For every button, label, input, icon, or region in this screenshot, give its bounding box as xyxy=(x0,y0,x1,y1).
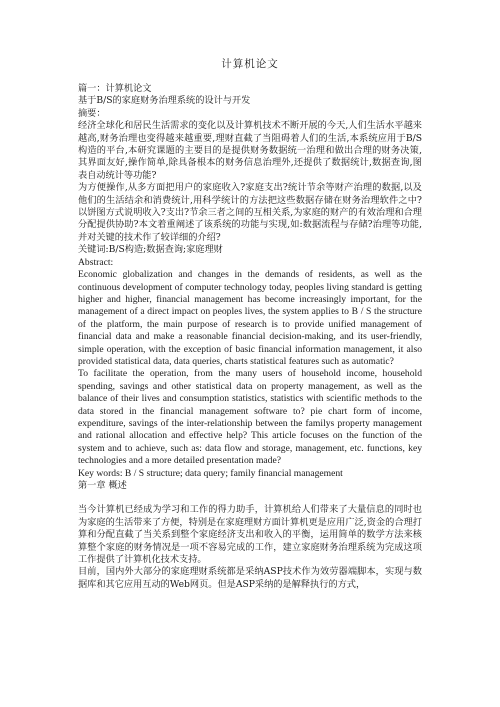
abstract-label: 摘要： xyxy=(78,107,106,119)
paragraph-gap xyxy=(78,492,422,504)
abstract-cn-paragraph-2: 为方便操作,从多方面把用户的家庭收入?家庭支出?统计节余等财产治理的数据,以及他们的生活结余和消费统计,用科学统计的方法把这些数据存储在财务治理软件之中?以饼图方式说明收入?支出?节余三者之间的互相关系,为家庭的财产的有效治理和合理分配提供协助?本文着重阐述了该系统的功能与实现,如:数据流程与存储?治理等功能,并对关键的技术作了较详细的介绍? xyxy=(78,182,422,243)
keywords-cn: 关键词:B/S构造;数据查询;家庭理财 xyxy=(78,244,223,256)
paper-title: 基于B/S的家庭财务治理系统的设计与开发 xyxy=(78,95,251,107)
section-heading: 篇一：计算机论文 xyxy=(78,83,152,94)
keywords-en: Key words: B / S structure; data query; family financial management xyxy=(78,467,343,479)
abstract-en-paragraph-2: To facilitate the operation, from the many users of household income, household spending, savings and other statistical data on property management, as well as the balance of their lives and consumption statistics, statistics with scientific methods to the data stored in the financial management software to? pie chart form of income, expenditure, savings of the inter-relationship between the familys property management and rational allocation and effective help? This article focuses on the function of the system and to achieve, such as: data flow and storage, management, etc. functions, key technologies and a more detailed presentation made? xyxy=(78,368,422,467)
chapter-paragraph-2: 目前，国内外大部分的家庭理财系统都是采纳ASP技术作为效劳器端脚本，实现与数据库和其它应用互动的Web网页。但是ASP采纳的是解释执行的方式， xyxy=(78,566,422,590)
chapter-heading: 第一章 概述 xyxy=(78,480,127,491)
abstract-en-paragraph-1: Economic globalization and changes in the demands of residents, as well as the continuous development of computer technology today, peoples living standard is getting higher and higher, financial management has become increasingly important, for the management of a direct impact on peoples lives, the system applies to B / S the structure of the platform, the main purpose of research is to provide unified management of financial data and make a reasonable financial decision-making, and its user-friendly, simple operation, with the exception of basic financial information management, it also provided statistical data, data queries, charts statistical features such as automatic? xyxy=(78,269,422,367)
document-title: 计算机论文 xyxy=(221,58,279,70)
chapter-paragraph-1: 当今计算机已经成为学习和工作的得力助手，计算机给人们带来了大量信息的同时也为家庭的生活带来了方便，特别是在家庭理财方面计算机更是应用广泛,资金的合理打算和分配直截了当关系到整个家庭经济支出和收入的平衡，运用简单的数学方法来核算整个家庭的财务情况是一项不容易完成的工作，建立家庭财务治理系统为完成这项工作提供了计算机化技术支持。 xyxy=(78,504,422,566)
abstract-en-label: Abstract: xyxy=(78,256,114,268)
abstract-cn-paragraph-1: 经济全球化和居民生活需求的变化以及计算机技术不断开展的今天,人们生活水平越来越高,财务治理也变得越来越重要,理财直截了当阻碍着人们的生活,本系统应用于B/S构造的平台,本研究课题的主要目的是提供财务数据统一治理和做出合理的财务决策,其界面友好,操作简单,除具备根本的财务信息治理外,还提供了数据统计,数据查询,图表自动统计等功能? xyxy=(78,120,422,181)
